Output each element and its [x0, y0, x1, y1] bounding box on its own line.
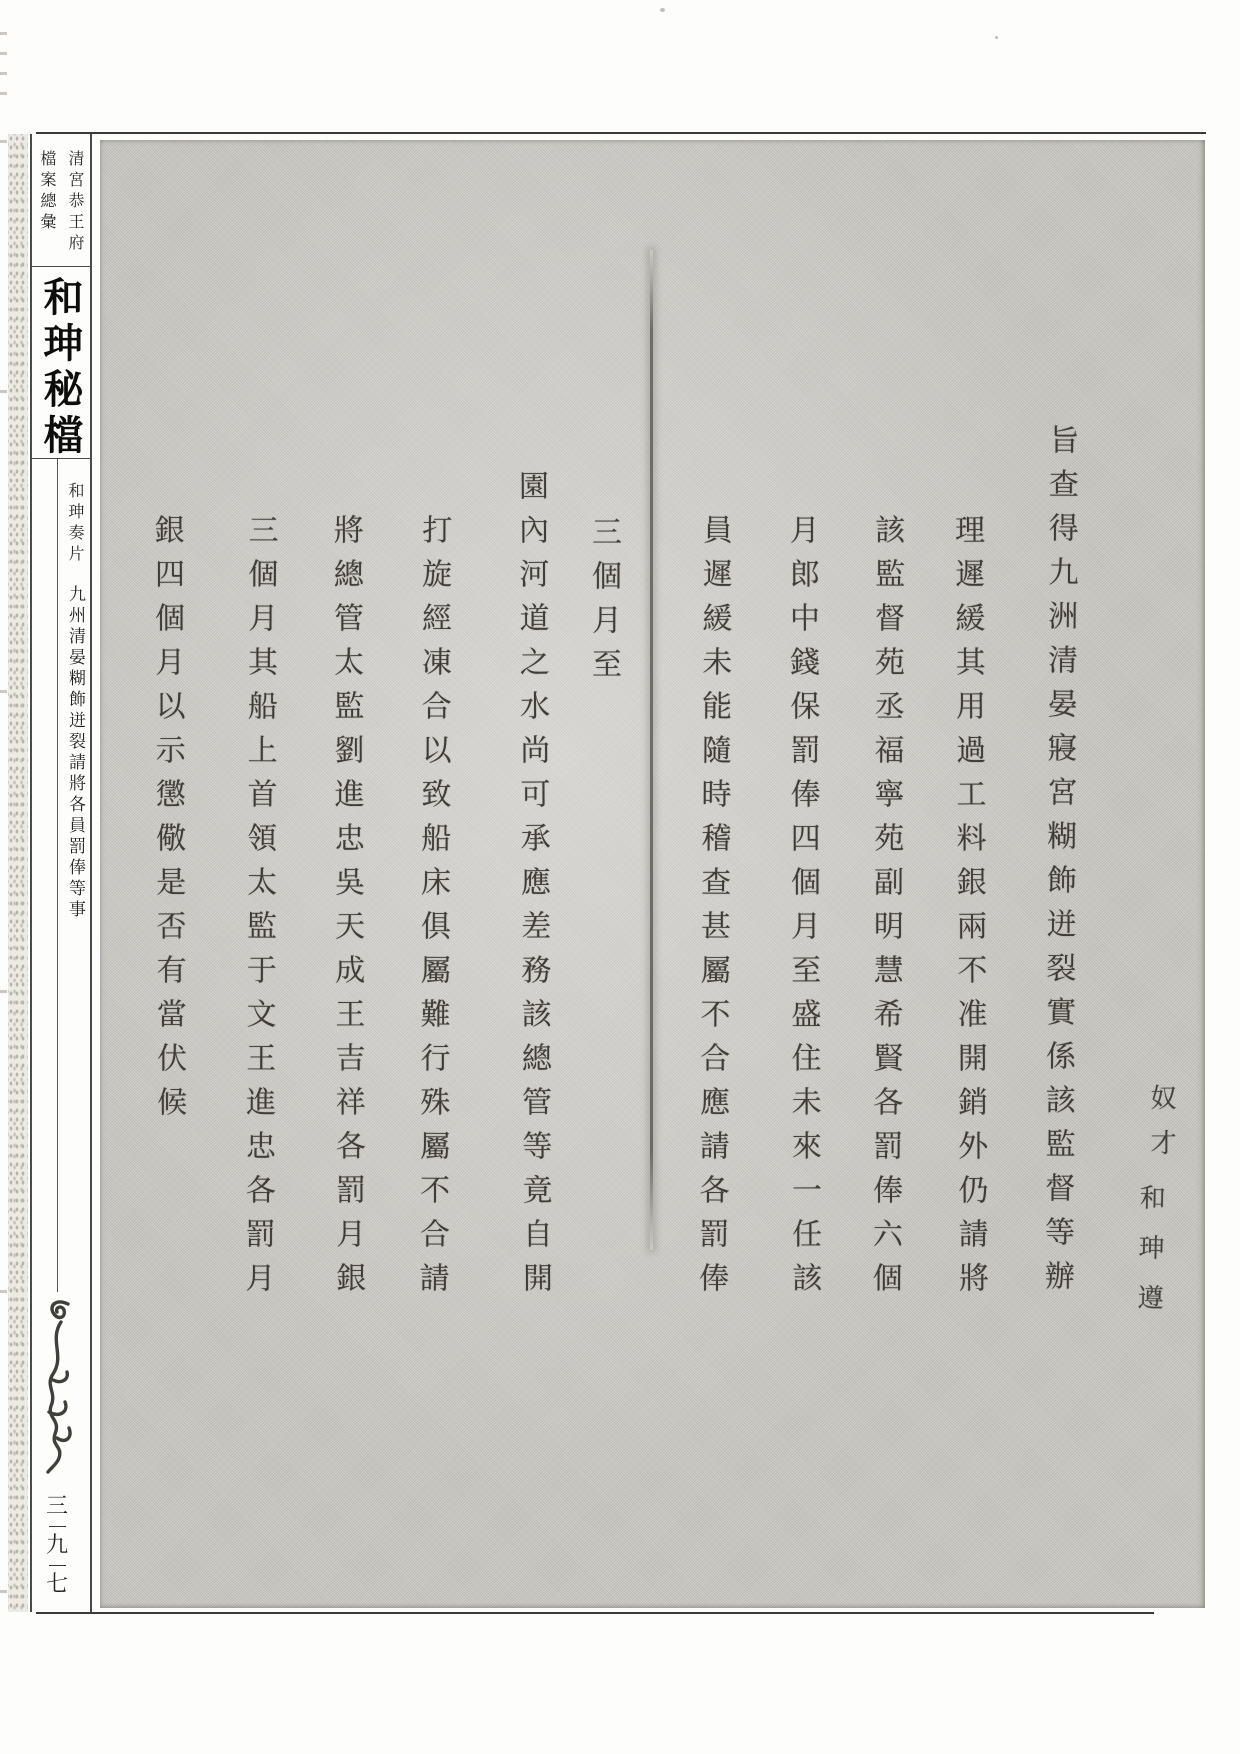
book-title: 和珅秘檔: [37, 276, 84, 460]
manuscript-photo: [100, 140, 1205, 1608]
manuscript-column: 打旋經凍合以致船床俱屬難行殊屬不合請: [413, 513, 452, 1307]
page-number: [40, 1492, 74, 1600]
bottom-border-rule: [36, 1612, 1154, 1614]
top-border-rule: [36, 132, 1206, 134]
signature-name: 和珅遵: [1132, 1183, 1166, 1335]
registration-mark: [0, 690, 7, 693]
series-title-line-2: 檔案總彙: [38, 150, 57, 234]
registration-mark: [0, 52, 7, 55]
manuscript-column: 三個月至: [586, 516, 621, 692]
binding-texture: [8, 134, 28, 1612]
registration-mark: [0, 990, 7, 993]
manuscript-column: 旨查得九洲清晏寢宮糊飾迸裂實係該監督等辦: [1038, 423, 1079, 1305]
manuscript-column: 銀四個月以示懲儆是否有當伏候: [148, 513, 187, 1131]
manuscript-column: 園內河道之水尚可承應差務該總管等竟自開: [512, 469, 553, 1307]
dragon-mark-icon: [40, 1296, 78, 1476]
manuscript-column: 月郎中錢保罰俸四個月至盛住未來一任該: [783, 513, 822, 1307]
page-number-separator: [49, 1565, 66, 1566]
registration-mark: [0, 1590, 7, 1593]
page-number-digit: 三: [45, 1494, 68, 1519]
manuscript-column: 三個月其船上首領太監于文王進忠各罰月: [239, 513, 278, 1307]
page-fold-crease: [650, 250, 653, 1250]
series-title-line-1: 清宮恭王府: [66, 150, 85, 255]
document-title: 九州清晏糊飾迸裂請將各員罰俸等事: [65, 585, 85, 921]
scan-speck: [995, 36, 998, 39]
document-type-label: 和珅奏片: [66, 482, 85, 566]
signature-honorific: 奴才: [1146, 1084, 1176, 1174]
page-number-digit: 九: [45, 1533, 68, 1558]
sidebar-right-rule: [90, 134, 92, 1612]
manuscript-column: 理遲緩其用過工料銀兩不准開銷外仍請將: [948, 513, 989, 1307]
manuscript-column: 該監督苑丞福寧苑副明慧希賢各罰俸六個: [866, 513, 905, 1307]
registration-mark: [0, 140, 7, 143]
scan-speck: [660, 8, 665, 12]
registration-mark: [0, 92, 7, 95]
manuscript-column: 員遲緩未能隨時稽查甚屬不合應請各罰俸: [692, 513, 733, 1307]
series-title: [33, 150, 89, 270]
manuscript-column: 將總管太監劉進忠吳天成王吉祥各罰月銀: [327, 513, 366, 1307]
page-number-digit: 七: [45, 1572, 68, 1597]
document-heading: [33, 482, 89, 1202]
registration-mark: [0, 1290, 7, 1293]
registration-mark: [0, 390, 7, 393]
page-number-separator: [49, 1526, 66, 1527]
registration-mark: [0, 72, 7, 75]
registration-mark: [0, 32, 7, 35]
